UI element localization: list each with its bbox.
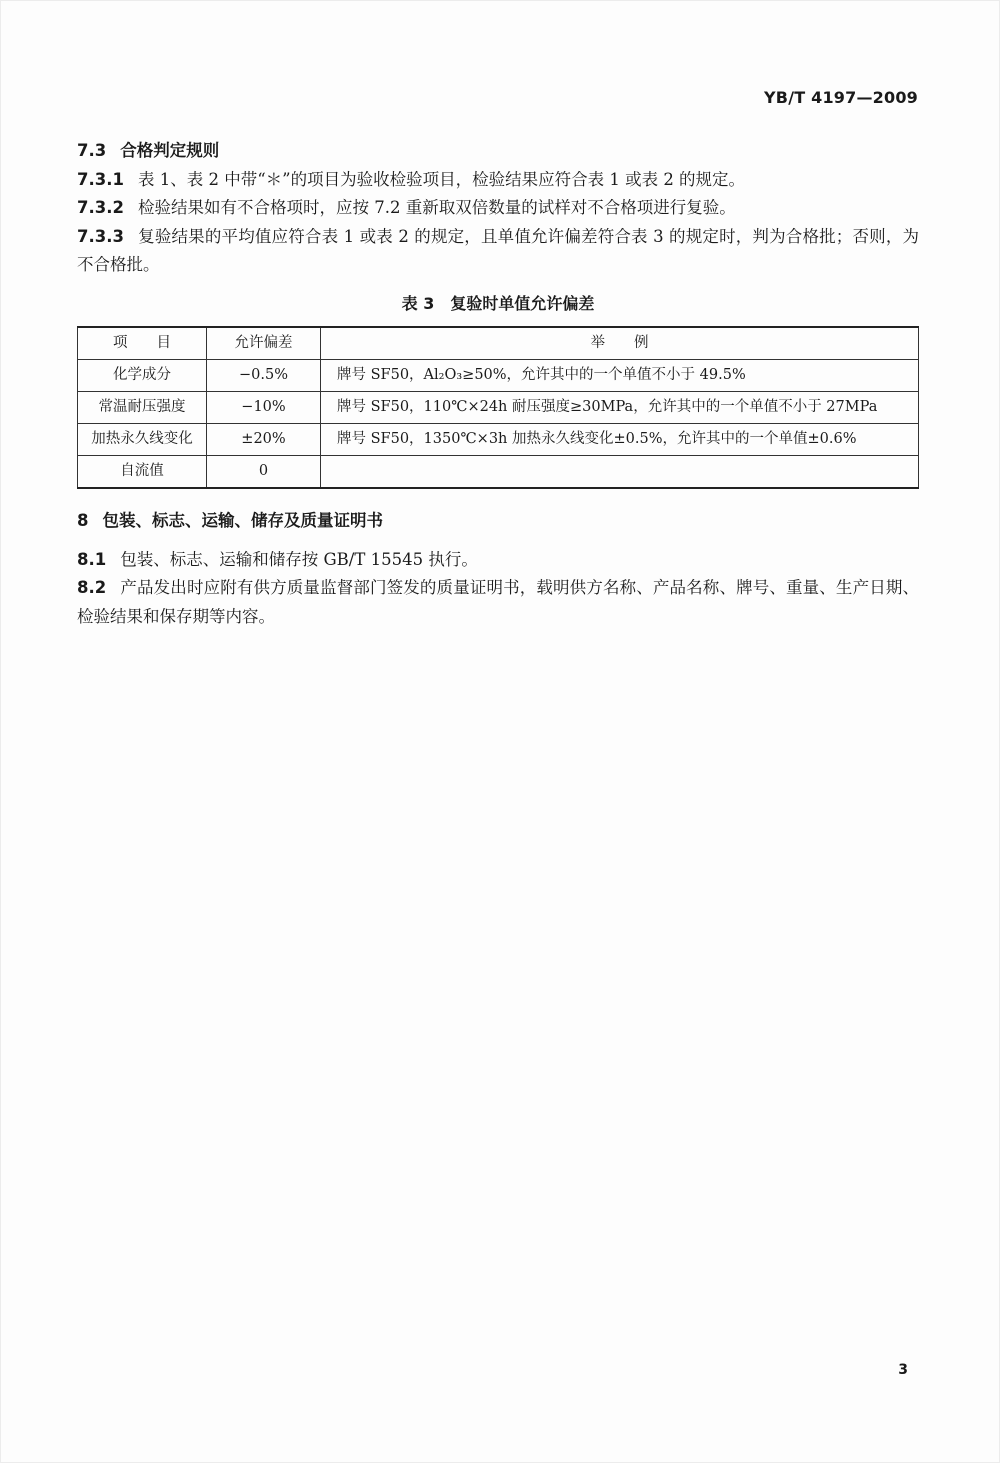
- spacer: [77, 489, 919, 507]
- cell-tolerance: 0: [207, 456, 321, 489]
- section-title: 包装、标志、运输、储存及质量证明书: [102, 511, 383, 530]
- table-3: [77, 326, 919, 489]
- cell-example: 牌号 SF50，110℃×24h 耐压强度≥30MPa，允许其中的一个单值不小于 27MPa: [321, 392, 919, 424]
- cell-item: 自流值: [78, 456, 207, 489]
- clause-text: 表 1、表 2 中带“＊”的项目为验收检验项目，检验结果应符合表 1 或表 2 的规定。: [137, 169, 746, 189]
- table-header-row: [78, 327, 919, 360]
- clause-number: 8.1: [77, 549, 107, 569]
- clause-number: 7.3.3: [77, 226, 124, 246]
- cell-example: 牌号 SF50，1350℃×3h 加热永久线变化±0.5%，允许其中的一个单值±0.6%: [321, 424, 919, 456]
- column-header-example: 举 例: [321, 327, 919, 360]
- clause-7-3-3: [77, 223, 919, 280]
- cell-item: 化学成分: [78, 360, 207, 392]
- clause-text: 产品发出时应附有供方质量监督部门签发的质量证明书，载明供方名称、产品名称、牌号、重量、生产日期、检验结果和保存期等内容。: [77, 578, 919, 626]
- clause-number: 7.3.2: [77, 198, 124, 217]
- column-header-item: 项 目: [78, 327, 207, 360]
- section-number: 7.3: [77, 141, 107, 160]
- table-row: [78, 360, 919, 392]
- cell-tolerance: −0.5%: [207, 360, 321, 392]
- page-content: [77, 137, 919, 631]
- clause-8-1: [77, 546, 919, 575]
- cell-example: 牌号 SF50，Al₂O₃≥50%，允许其中的一个单值不小于 49.5%: [321, 360, 919, 392]
- clause-text: 包装、标志、运输和储存按 GB/T 15545 执行。: [120, 549, 478, 569]
- cell-item: 常温耐压强度: [78, 392, 207, 424]
- clause-text: 复验结果的平均值应符合表 1 或表 2 的规定，且单值允许偏差符合表 3 的规定时，判为合格批；否则，为不合格批。: [77, 226, 919, 274]
- table-row: [78, 424, 919, 456]
- table-row: [78, 456, 919, 489]
- cell-example: [321, 456, 919, 489]
- clause-8-2: [77, 574, 919, 631]
- section-title: 合格判定规则: [120, 141, 220, 160]
- document-id: YB/T 4197—2009: [764, 88, 918, 107]
- spacer: [77, 536, 919, 546]
- section-number: 8: [77, 511, 89, 530]
- column-header-tolerance: 允许偏差: [207, 327, 321, 360]
- table-3-caption: 表 3 复验时单值允许偏差: [401, 293, 595, 313]
- clause-number: 7.3.1: [77, 169, 124, 189]
- clause-number: 8.2: [77, 578, 107, 597]
- section-7-3-heading: [77, 137, 919, 166]
- section-8-heading: [77, 507, 919, 536]
- clause-7-3-1: [77, 166, 919, 195]
- cell-tolerance: −10%: [207, 392, 321, 424]
- clause-text: 检验结果如有不合格项时，应按 7.2 重新取双倍数量的试样对不合格项进行复验。: [137, 198, 736, 217]
- cell-tolerance: ±20%: [207, 424, 321, 456]
- table-row: [78, 392, 919, 424]
- page-number: 3: [898, 1362, 908, 1378]
- cell-item: 加热永久线变化: [78, 424, 207, 456]
- clause-7-3-2: [77, 194, 919, 223]
